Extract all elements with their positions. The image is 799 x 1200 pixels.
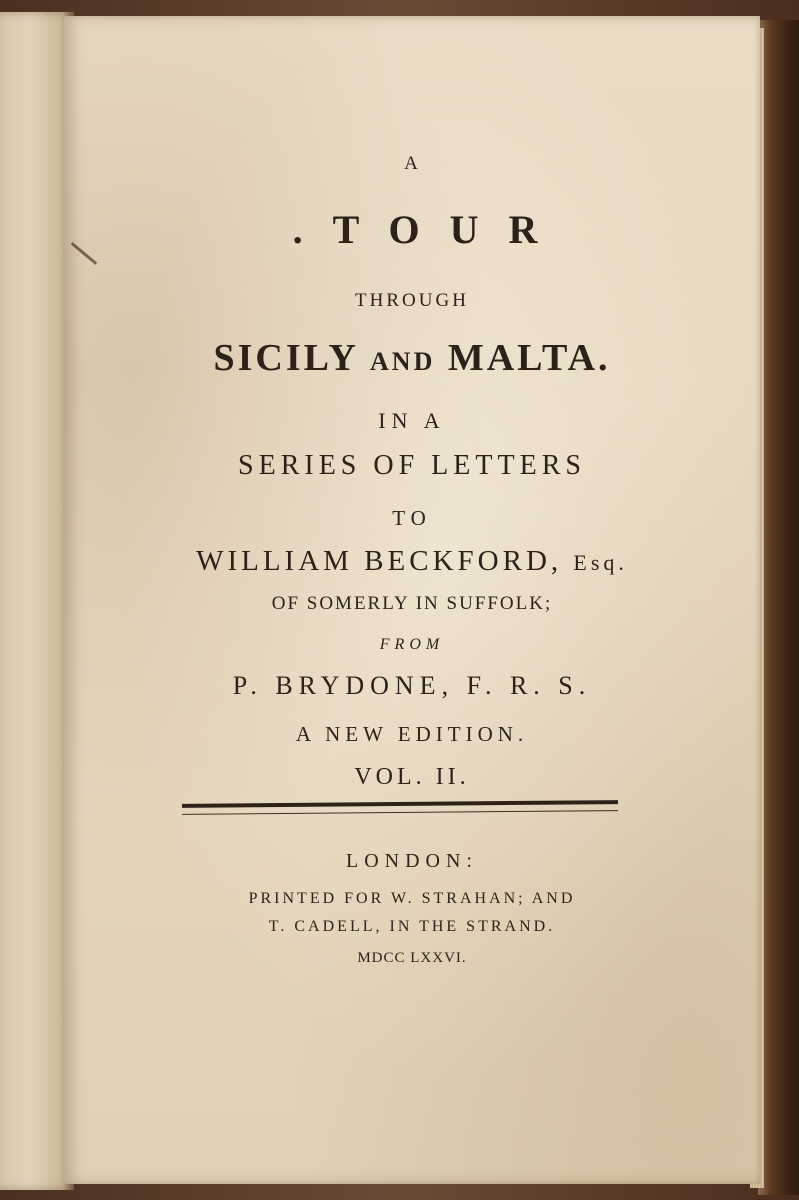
left-page: [0, 12, 74, 1190]
title-malta: MALTA.: [447, 337, 611, 379]
volume-number: VOL. II.: [354, 764, 470, 790]
book-cover-edge: [758, 20, 799, 1195]
title-through: THROUGH: [355, 290, 469, 311]
imprint-date: MDCC LXXVI.: [357, 950, 467, 966]
edition-statement: A NEW EDITION.: [295, 722, 529, 746]
divider-rule-thin: [182, 810, 618, 815]
title-sicily: SICILY: [213, 337, 358, 379]
dedicatee-name: WILLIAM BECKFORD,: [196, 545, 563, 577]
imprint-printer-line-1: PRINTED FOR W. STRAHAN; AND: [248, 890, 576, 907]
title-main: [64, 336, 760, 380]
title-tour-dot: .: [292, 207, 333, 252]
title-article: A: [404, 153, 420, 174]
dedicatee: [64, 545, 760, 578]
title-page: [64, 16, 760, 1184]
imprint-city: LONDON:: [346, 850, 478, 872]
divider-rule-thick: [182, 800, 618, 808]
title-and: AND: [370, 347, 436, 376]
dedicatee-esq: Esq.: [573, 550, 628, 575]
imprint-printer-line-2: T. CADELL, IN THE STRAND.: [268, 918, 556, 935]
author-name: P. BRYDONE, F. R. S.: [232, 671, 592, 700]
title-tour-word: TOUR: [332, 207, 568, 252]
dedication-to: TO: [392, 506, 432, 530]
subtitle-in-a: IN A: [378, 408, 446, 433]
title-tour: [64, 206, 778, 253]
subtitle-series: SERIES OF LETTERS: [238, 450, 586, 481]
dedicatee-location: OF SOMERLY IN SUFFOLK;: [271, 593, 553, 614]
from-label: FROM: [379, 636, 445, 653]
